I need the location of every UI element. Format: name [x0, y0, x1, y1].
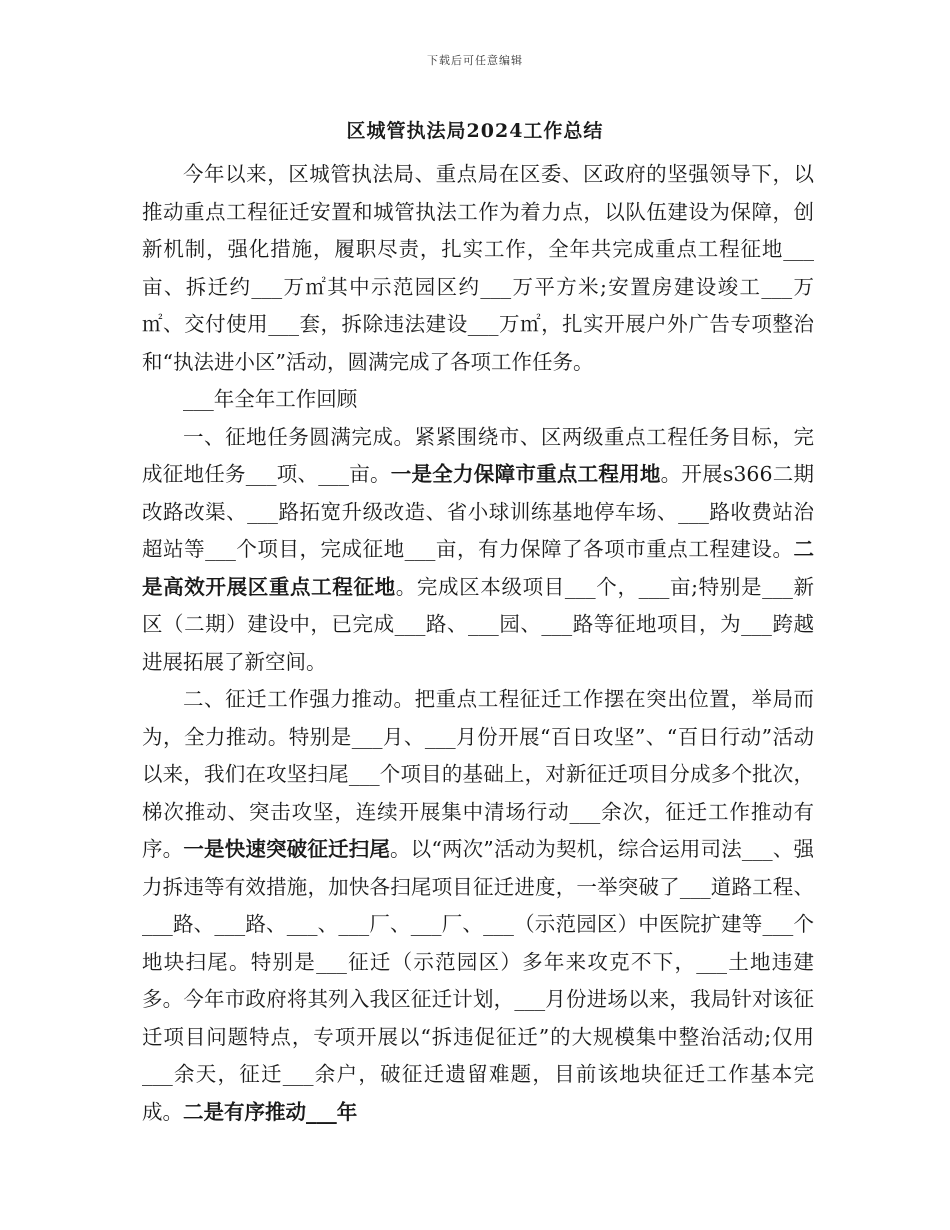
paragraph-review-heading — [142, 381, 814, 419]
paragraph-relocation — [142, 681, 814, 1131]
relocation-bold-1: 一是快速突破征迁扫尾 — [183, 837, 390, 861]
land-text-1: 一、征地任务圆满完成。紧紧围绕市、区两级重点工程任务目标，完成征地任务___项、___亩。 — [142, 424, 814, 486]
paragraph-intro — [142, 156, 814, 381]
land-bold-1: 一是全力保障市重点工程用地 — [390, 462, 661, 486]
intro-text: 今年以来，区城管执法局、重点局在区委、区政府的坚强领导下，以推动重点工程征迁安置和城管执法工作为着力点，以队伍建设为保障，创新机制，强化措施，履职尽责，扎实工作，全年共完成重点工程征地___亩、拆迁约___万㎡其中示范园区约___万平方米;安置房建设竣工___万㎡、交付使用___套，拆除违法建设___万㎡，扎实开展户外广告专项整治和“执法进小区”活动，圆满完成了各项工作任务。 — [142, 162, 814, 374]
document-title: 区城管执法局2024工作总结 — [346, 120, 604, 142]
relocation-text-1: 二、征迁工作强力推动。把重点工程征迁工作摆在突出位置，举局而为，全力推动。特别是___月、___月份开展“百日攻坚”、“百日行动”活动以来，我们在攻坚扫尾___个项目的基础上，对新征迁项目分成多个批次，梯次推动、突击攻坚，连续开展集中清场行动___余次，征迁工作推动有序。 — [142, 687, 814, 861]
paragraph-land-acquisition — [142, 419, 814, 682]
relocation-bold-2: 二是有序推动___年 — [183, 1099, 358, 1124]
land-text-3: 。完成区本级项目___个，___亩;特别是___新区（二期）建设中，已完成___路、___园、___路等征地项目，为___跨越进展拓展了新空间。 — [142, 574, 815, 674]
review-heading-text: ___年全年工作回顾 — [183, 387, 358, 411]
relocation-text-2: 。以“两次”活动为契机，综合运用司法___、强力拆违等有效措施，加快各扫尾项目征迁进度，一举突破了___道路工程、___路、___路、___、___厂、___厂、___（示范园区）中医院扩建等___个地块扫尾。特别是___征迁（示范园区）多年来攻克不下，___土地违建多。今年市政府将其列入我区征迁计划，___月份进场以来，我局针对该征迁项目问题特点，专项开展以“拆违促征迁”的大规模集中整治活动;仅用___余天，征迁___余户，破征迁遗留难题，目前该地块征迁工作基本完成。 — [142, 837, 815, 1124]
document-body — [142, 156, 814, 1131]
land-text-2: 。开展s366二期改路改渠、___路拓宽升级改造、省小球训练基地停车场、___路收费站治超站等___个项目，完成征地___亩，有力保障了各项市重点工程建设。 — [142, 462, 815, 561]
land-bold-2: 二是高效开展区重点工程征地 — [142, 537, 814, 599]
header-note: 下载后可任意编辑 — [427, 54, 523, 67]
